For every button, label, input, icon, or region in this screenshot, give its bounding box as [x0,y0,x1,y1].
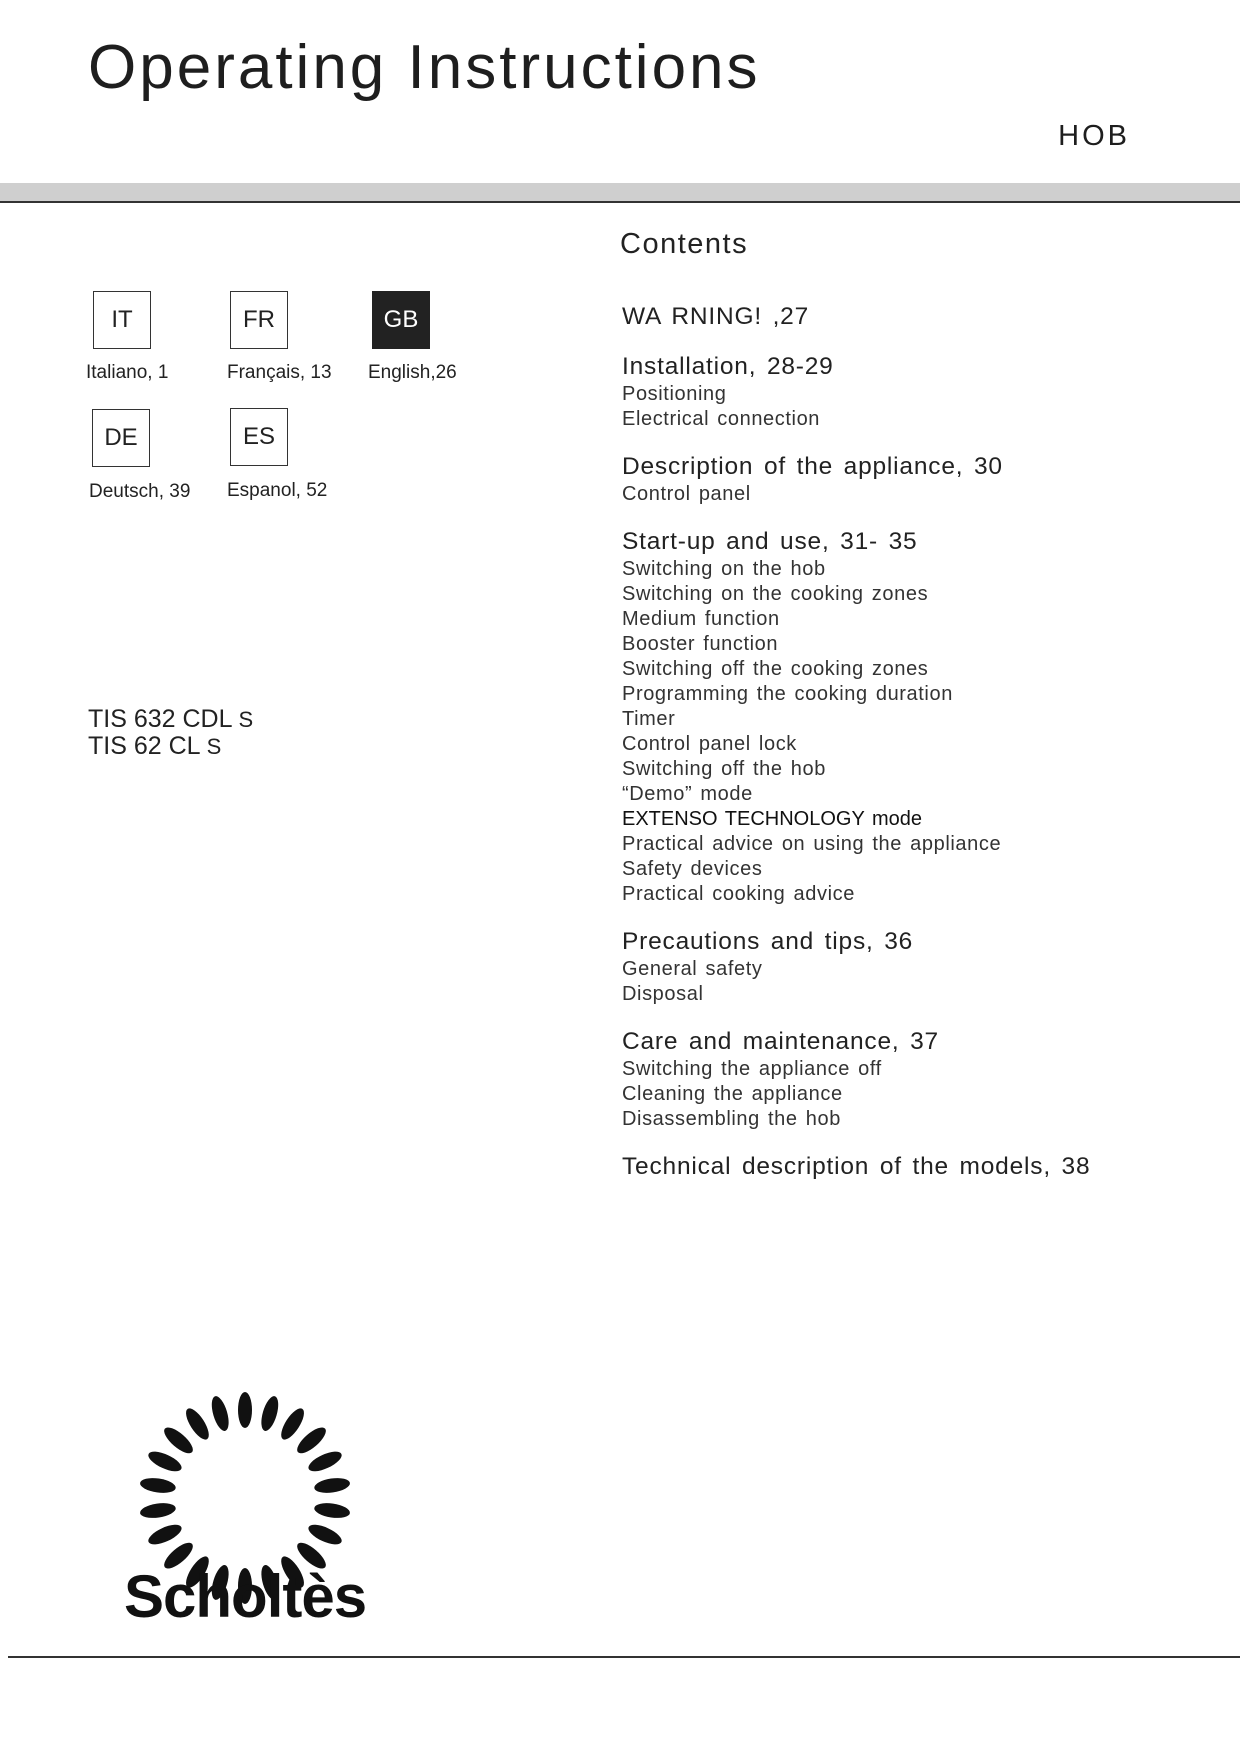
language-label-fr[interactable]: Français, 13 [227,362,332,383]
toc-item[interactable]: “Demo” mode [622,783,753,805]
toc-item[interactable]: Medium function [622,608,780,630]
language-label-de[interactable]: Deutsch, 39 [89,481,191,502]
toc-item[interactable]: Practical advice on using the appliance [622,833,1002,855]
sun-petal [182,1405,213,1443]
model-name: TIS 632 CDL [88,705,233,733]
toc-section [622,527,1182,907]
sun-petal [277,1405,308,1443]
sun-petal [313,1501,351,1520]
toc-section-title[interactable]: Care and maintenance, 37 [622,1028,939,1055]
toc-section [622,927,1182,1007]
contents-heading: Contents [620,228,749,260]
language-label-gb[interactable]: English,26 [368,362,457,383]
sun-petal [146,1521,185,1549]
language-box-es[interactable]: ES [230,408,288,466]
toc-item[interactable]: Disassembling the hob [622,1108,841,1130]
page-subtitle: HOB [1058,120,1130,152]
sun-petal [139,1501,177,1520]
toc-item[interactable]: Positioning [622,383,727,405]
toc-section [622,452,1182,507]
toc-section-title[interactable]: Description of the appliance, 30 [622,453,1003,480]
toc-section-title[interactable]: Installation, 28-29 [622,353,834,380]
toc-item[interactable]: Switching off the hob [622,758,826,780]
toc-section [622,1152,1182,1182]
toc-section [622,1027,1182,1132]
toc-item[interactable]: Booster function [622,633,779,655]
sun-petal [139,1476,177,1495]
toc-item[interactable]: Control panel [622,483,751,505]
language-label-it[interactable]: Italiano, 1 [86,362,169,383]
sun-petal [306,1521,345,1549]
toc-item[interactable]: Practical cooking advice [622,883,855,905]
table-of-contents [622,302,1182,1202]
toc-item[interactable]: EXTENSO TECHNOLOGY mode [622,808,923,830]
toc-section-title[interactable]: Start-up and use, 31- 35 [622,528,918,555]
sun-petal [306,1448,345,1476]
toc-item[interactable]: Switching on the hob [622,558,826,580]
page-title: Operating Instructions [88,33,761,102]
sun-petal [313,1476,351,1495]
toc-item[interactable]: Programming the cooking duration [622,683,953,705]
language-box-fr[interactable]: FR [230,291,288,349]
header-rule [0,201,1240,203]
toc-section-title[interactable]: Technical description of the models, 38 [622,1153,1091,1180]
toc-item[interactable]: Electrical connection [622,408,821,430]
model-line [88,733,253,760]
toc-item[interactable]: Disposal [622,983,704,1005]
sun-petal [146,1448,185,1476]
toc-section-title[interactable]: Precautions and tips, 36 [622,928,914,955]
model-suffix: S [238,707,254,732]
toc-item[interactable]: Control panel lock [622,733,797,755]
language-box-gb[interactable]: GB [372,291,430,349]
language-box-it[interactable]: IT [93,291,151,349]
toc-item[interactable]: General safety [622,958,763,980]
toc-section-title[interactable]: WA RNING! ,27 [622,303,810,330]
sun-petal [160,1423,196,1457]
model-suffix: S [206,734,222,759]
toc-item[interactable]: Switching on the cooking zones [622,583,929,605]
sun-petal [208,1394,232,1432]
footer-rule [8,1656,1240,1658]
toc-item[interactable]: Safety devices [622,858,763,880]
sun-petal [238,1392,252,1428]
sun-petal [293,1423,329,1457]
toc-section [622,302,1182,332]
model-name: TIS 62 CL [88,732,201,760]
model-line [88,706,253,733]
toc-section [622,352,1182,432]
toc-item[interactable]: Switching off the cooking zones [622,658,929,680]
toc-item[interactable]: Timer [622,708,676,730]
model-list [88,706,253,760]
language-box-de[interactable]: DE [92,409,150,467]
language-label-es[interactable]: Espanol, 52 [227,480,328,501]
sun-petal [258,1394,282,1432]
toc-item[interactable]: Switching the appliance off [622,1058,882,1080]
header-band [0,183,1240,201]
brand-name: Scholtès [124,1563,367,1630]
toc-item[interactable]: Cleaning the appliance [622,1083,843,1105]
